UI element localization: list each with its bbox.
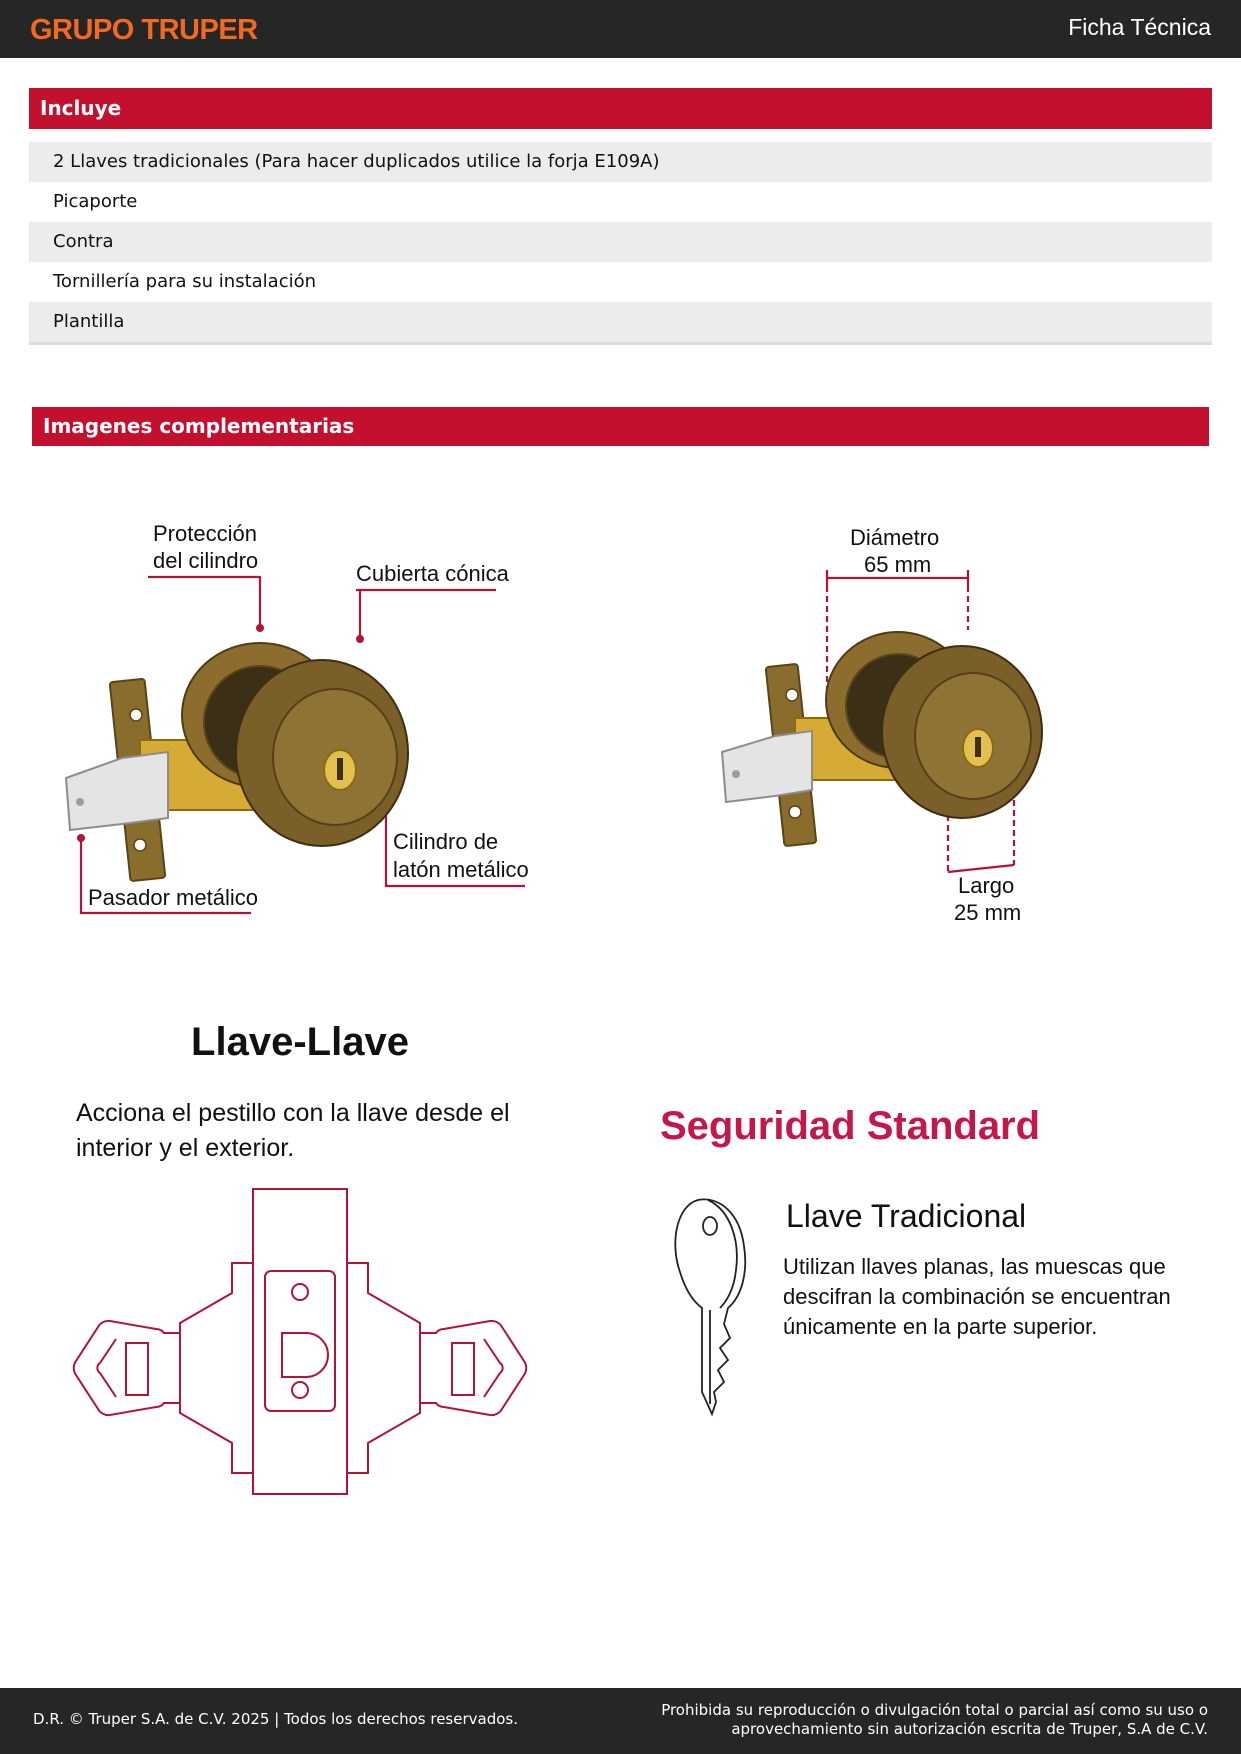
footer-notice: Prohibida su reproducción o divulgación total o parcial así como su uso o aprovechamiento sin autorización escrita de Truper, S.A de C.V. (661, 1701, 1208, 1738)
dimension-length-label: Largo (958, 873, 1015, 898)
footer-copyright: D.R. © Truper S.A. de C.V. 2025 | Todos los derechos reservados. (33, 1710, 518, 1728)
key-type-title: Llave Tradicional (786, 1198, 1027, 1234)
dimension-diameter-label: Diámetro (850, 525, 940, 550)
brand-logo: GRUPO TRUPER (30, 14, 258, 46)
includes-section-title: Incluye (29, 88, 1212, 129)
list-item: Tornillería para su instalación (53, 271, 317, 292)
callout-cylinder-protection-line1: Protección (153, 521, 257, 546)
list-item: Contra (29, 222, 1212, 262)
list-item: Picaporte (53, 191, 138, 212)
callout-conical-cover: Cubierta cónica (356, 561, 509, 586)
key-type-description: Utilizan llaves planas, las muescas que descifran la combinación se encuentran únicamente en la parte superior. (783, 1254, 1171, 1339)
includes-list (29, 142, 1212, 345)
top-bar (0, 0, 1241, 58)
dimension-length-value: 25 mm (954, 900, 1022, 925)
list-item: 2 Llaves tradicionales (Para hacer duplicados utilice la forja E109A) (29, 142, 1212, 182)
security-title: Seguridad Standard (660, 1104, 1041, 1148)
function-description: Acciona el pestillo con la llave desde el interior y el exterior. (76, 1099, 510, 1162)
callout-brass-cylinder-line1: Cilindro de (393, 829, 499, 854)
footer (0, 1688, 1241, 1754)
callout-cylinder-protection-line2: del cilindro (153, 548, 259, 573)
key-icon (668, 1192, 758, 1422)
images-section-title: Imagenes complementarias (32, 407, 1209, 446)
key-key-diagram (70, 1183, 535, 1498)
list-item: Plantilla (29, 302, 1212, 342)
dimension-diameter-value: 65 mm (864, 552, 932, 577)
callout-brass-cylinder-line2: latón metálico (393, 857, 529, 882)
function-title: Llave-Llave (191, 1020, 409, 1064)
callout-metal-bolt: Pasador metálico (88, 885, 258, 910)
document-type: Ficha Técnica (1068, 14, 1211, 40)
